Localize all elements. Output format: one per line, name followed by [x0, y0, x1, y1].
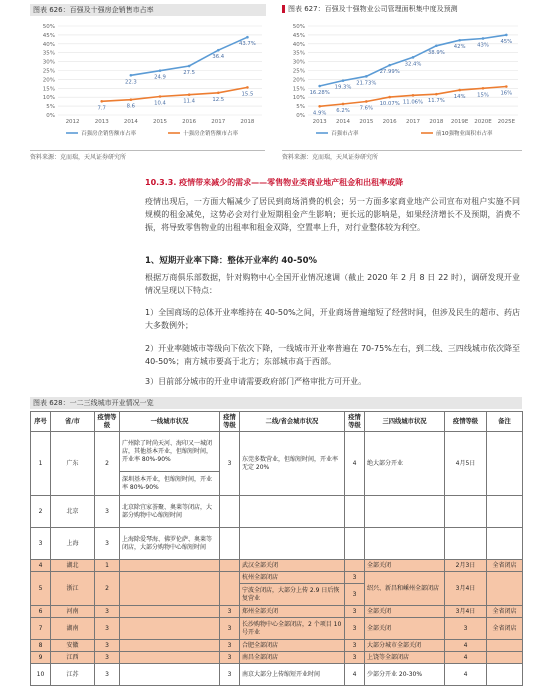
- data-point: [482, 87, 485, 90]
- data-label: 22.3: [124, 79, 137, 86]
- data-label: 24.9: [154, 74, 166, 81]
- cell: 安徽: [51, 640, 95, 652]
- cell: [487, 432, 523, 496]
- table-row: [31, 560, 523, 572]
- figure-627-separator: [282, 150, 522, 151]
- paragraph-1: 疫情出现后，一方面大幅减少了居民到商场消费的机会；另一方面多家商业地产公司宣布对租户实施不同规模的租金减免，这势必会对行业短期租金产生影响；更长远的影响是，如果经济增长不及预期，消费不振，将导致零售物业的出租率和租金双降，空置率上升，对行业整体较为利空。: [145, 197, 520, 232]
- data-label: 19.3%: [334, 84, 352, 91]
- data-point: [246, 36, 249, 39]
- y-tick-label: 40%: [292, 41, 305, 48]
- cell: 全部关闭: [365, 618, 445, 640]
- x-tick-label: 2025E: [497, 119, 516, 125]
- cell: 合肥全部闭店: [240, 640, 345, 652]
- cell: [120, 652, 220, 664]
- series-line: [102, 87, 248, 101]
- data-point: [388, 96, 391, 99]
- cell: 3月4日: [445, 572, 487, 606]
- cell: 3: [345, 640, 365, 652]
- x-tick-label: 2012: [65, 119, 80, 125]
- cell: 3: [95, 618, 120, 640]
- cell: 3: [345, 618, 365, 640]
- data-label: 11.4: [183, 98, 196, 105]
- figure-626-title-text: 图表 626：百强及十强房企销售市占率: [33, 6, 154, 14]
- y-tick-label: 5%: [46, 104, 55, 111]
- data-label: 36.4: [212, 54, 225, 61]
- cell: 郑州全部关闭: [240, 606, 345, 618]
- cell: 绍兴、新昌和嵊州全部闭店: [365, 572, 445, 606]
- data-point: [412, 56, 415, 59]
- y-tick-label: 25%: [42, 68, 55, 75]
- x-tick-label: 2018: [240, 119, 255, 125]
- cell: 全省闭店: [487, 606, 523, 618]
- data-point: [365, 100, 368, 103]
- data-point: [482, 37, 485, 40]
- legend-label: 十强房企销售额市占率: [183, 131, 239, 137]
- cell: 9: [31, 652, 51, 664]
- y-tick-label: 0%: [296, 113, 305, 119]
- data-label: 11.7%: [427, 98, 445, 105]
- cell: [120, 572, 220, 606]
- cell: 4: [345, 432, 365, 496]
- cell: 全部关闭: [365, 606, 445, 618]
- cell: 3: [220, 432, 240, 496]
- header-level-2: 疫情等级: [220, 412, 240, 432]
- cell: 2: [31, 496, 51, 528]
- data-label: 8.6: [126, 103, 136, 110]
- figure-626-title: [30, 4, 266, 16]
- cell: 东莞多数营业，但缩短时间，开业率无定 20%: [240, 432, 345, 496]
- cell: 4月5日: [445, 432, 487, 496]
- y-tick-label: 15%: [42, 86, 55, 93]
- data-point: [388, 64, 391, 67]
- data-label: 10.07%: [379, 101, 400, 108]
- cell: 杭州全部闭店: [240, 572, 345, 584]
- figure-627-title-bar: [282, 5, 285, 13]
- cell: [445, 528, 487, 560]
- cell: 3月4日: [445, 606, 487, 618]
- cell: 3: [95, 664, 120, 686]
- y-tick-label: 20%: [42, 77, 55, 84]
- cell: [220, 572, 240, 606]
- cell: 3: [95, 640, 120, 652]
- x-tick-label: 2015: [359, 119, 374, 125]
- city-opening-table: [30, 411, 523, 686]
- cell: 3: [220, 618, 240, 640]
- cell: 4: [445, 652, 487, 664]
- data-point: [130, 98, 133, 101]
- x-tick-label: 2014: [336, 119, 350, 125]
- cell: 3: [445, 618, 487, 640]
- data-label: 7.6%: [359, 105, 374, 112]
- table-628-title: [30, 397, 522, 409]
- header-tier2-status: 二线/省会城市状况: [240, 412, 345, 432]
- y-tick-label: 45%: [42, 32, 55, 39]
- cell: 全省闭店: [487, 618, 523, 640]
- data-label: 14%: [453, 94, 466, 101]
- cell: 河南: [51, 606, 95, 618]
- data-label: 42%: [453, 44, 466, 51]
- point-2: 2）开业率随城市等级向下依次下降，一线城市开业率普遍在 70-75%左右，到二线、三四线城市依次降至 40-50%；南方城市要高于北方；东部城市高于西部。: [145, 344, 520, 366]
- data-point: [188, 65, 191, 68]
- cell: 2月3日: [445, 560, 487, 572]
- data-label: 7.7: [97, 105, 106, 112]
- data-label: 16%: [500, 90, 513, 97]
- y-tick-label: 15%: [292, 86, 305, 93]
- x-tick-label: 2016: [382, 119, 397, 125]
- data-point: [412, 94, 415, 97]
- data-label: 45%: [500, 38, 513, 45]
- table-row: [31, 652, 523, 664]
- cell: 10: [31, 664, 51, 686]
- cell: 宁波全闭店，大部分上传 2.9 日后恢复营业: [240, 584, 345, 606]
- cell: [240, 528, 345, 560]
- cell: 北京: [51, 496, 95, 528]
- header-remarks: 备注: [487, 412, 523, 432]
- cell: 湖北: [51, 560, 95, 572]
- data-point: [188, 93, 191, 96]
- y-tick-label: 10%: [42, 95, 55, 102]
- cell: 3: [95, 528, 120, 560]
- y-tick-label: 50%: [42, 24, 55, 30]
- cell: 3: [95, 496, 120, 528]
- cell: [345, 560, 365, 572]
- data-point: [342, 79, 345, 82]
- cell: 6: [31, 606, 51, 618]
- cell: [220, 496, 240, 528]
- cell: [120, 606, 220, 618]
- table-row: [31, 528, 523, 560]
- data-point: [458, 39, 461, 42]
- y-tick-label: 35%: [42, 50, 55, 57]
- cell: 8: [31, 640, 51, 652]
- section-heading: 10.3.3. 疫情带来减少的需求——零售物业类商业地产租金和出租率或降: [145, 178, 404, 187]
- cell: 3: [345, 584, 365, 606]
- data-point: [435, 93, 438, 96]
- data-point: [130, 74, 133, 77]
- figure-627-title-text: 图表 627：百强及十强物业公司管理面积集中度及预测: [288, 5, 458, 13]
- x-tick-label: 2017: [211, 119, 226, 125]
- cell: 上海除爱琴海、佛罗伦萨、奥莱等闭店，大部分购物中心缩短时间: [120, 528, 220, 560]
- data-label: 21.73%: [356, 80, 377, 87]
- header-tier34-status: 三四线城市状况: [365, 412, 445, 432]
- cell: [120, 664, 220, 686]
- cell: [120, 640, 220, 652]
- cell: 5: [31, 572, 51, 606]
- cell: 南京大部分上传缩短开业时间: [240, 664, 345, 686]
- data-point: [318, 105, 321, 108]
- cell: 湖南: [51, 618, 95, 640]
- x-tick-label: 2013: [312, 119, 327, 125]
- table-header-row: [31, 412, 523, 432]
- data-label: 16.28%: [309, 90, 330, 97]
- data-point: [246, 86, 249, 89]
- cell: 江苏: [51, 664, 95, 686]
- data-label: 43.7%: [239, 41, 256, 48]
- data-label: 15%: [477, 92, 489, 99]
- y-tick-label: 25%: [292, 68, 305, 75]
- data-label: 38.9%: [427, 49, 445, 56]
- y-tick-label: 40%: [42, 41, 55, 48]
- data-point: [435, 44, 438, 47]
- cell: 广东: [51, 432, 95, 496]
- y-tick-label: 35%: [292, 50, 305, 57]
- cell: 上海: [51, 528, 95, 560]
- header-level-1: 疫情等级: [95, 412, 120, 432]
- data-point: [365, 75, 368, 78]
- data-point: [318, 85, 321, 88]
- cell: 3: [31, 528, 51, 560]
- cell: 7: [31, 618, 51, 640]
- y-tick-label: 0%: [46, 113, 55, 119]
- cell: 2: [95, 432, 120, 496]
- cell: 3: [220, 664, 240, 686]
- data-point: [159, 69, 162, 72]
- cell: 绝大部分开业: [365, 432, 445, 496]
- cell: 全省闭店: [487, 560, 523, 572]
- cell: 浙江: [51, 572, 95, 606]
- cell: [220, 528, 240, 560]
- cell: 4: [445, 640, 487, 652]
- point-1: 1）全国商场的总体开业率维持在 40-50%之间，开业商场普遍缩短了经营时间，但涉及民生的超市、药店大多数例外；: [145, 308, 520, 330]
- cell: 少部分开业 20-30%: [365, 664, 445, 686]
- cell: 3: [345, 652, 365, 664]
- y-tick-label: 10%: [292, 95, 305, 102]
- figure-627-source: 资料来源：克而瑞，天风证券研究所: [282, 154, 379, 161]
- data-label: 15.5: [241, 91, 254, 98]
- data-label: 27.99%: [379, 69, 400, 76]
- data-point: [342, 103, 345, 106]
- y-tick-label: 20%: [292, 77, 305, 84]
- legend-label: 前10强物业面积市占率: [436, 131, 493, 137]
- table-row: [31, 432, 523, 472]
- cell: [487, 664, 523, 686]
- cell: [487, 528, 523, 560]
- cell: 北京除宜家荟聚、奥莱等闭店，大部分购物中心缩短时间: [120, 496, 220, 528]
- data-label: 4.9%: [312, 110, 327, 117]
- x-tick-label: 2016: [182, 119, 197, 125]
- data-label: 10.4: [154, 100, 166, 107]
- cell: 3: [95, 606, 120, 618]
- y-tick-label: 50%: [292, 24, 305, 30]
- header-level-4: 疫情等级: [445, 412, 487, 432]
- cell: [487, 640, 523, 652]
- x-tick-label: 2014: [123, 119, 138, 125]
- y-tick-label: 30%: [292, 59, 305, 66]
- data-point: [505, 85, 508, 88]
- table-row: [31, 572, 523, 584]
- table-row: [31, 496, 523, 528]
- data-label: 12.5: [212, 96, 225, 103]
- cell: [445, 496, 487, 528]
- cell: 上饶等全部闭店: [365, 652, 445, 664]
- header-province: 省/市: [51, 412, 95, 432]
- cell: 1: [95, 560, 120, 572]
- data-point: [159, 95, 162, 98]
- table-row: [31, 618, 523, 640]
- cell: 大部分城市全部关闭: [365, 640, 445, 652]
- data-point: [217, 91, 220, 94]
- cell: 3: [220, 606, 240, 618]
- x-tick-label: 2015: [153, 119, 167, 125]
- data-point: [217, 49, 220, 52]
- cell: 3: [345, 606, 365, 618]
- figure-626-separator: [30, 150, 265, 151]
- data-point: [458, 89, 461, 92]
- cell: 3: [95, 652, 120, 664]
- y-tick-label: 30%: [42, 59, 55, 66]
- cell: 南昌全部闭店: [240, 652, 345, 664]
- table-row: [31, 606, 523, 618]
- cell: 武汉全部关闭: [240, 560, 345, 572]
- cell: 4: [345, 664, 365, 686]
- paragraph-2: 根据万商俱乐部数据，针对购物中心全国开业情况速调（截止 2020 年 2 月 8 日 22 时），调研发现开业情况呈现以下特点：: [145, 273, 520, 295]
- cell: 深圳基本开业，但缩短时间，开业率 80%-90%: [120, 472, 220, 496]
- data-label: 27.5: [183, 70, 196, 77]
- cell: [345, 528, 365, 560]
- cell: [240, 496, 345, 528]
- legend-label: 百强房企销售额市占率: [81, 131, 137, 137]
- cell: 4: [445, 664, 487, 686]
- cell: 3: [220, 652, 240, 664]
- cell: 江西: [51, 652, 95, 664]
- cell: [487, 572, 523, 606]
- cell: [487, 496, 523, 528]
- subheading-opening-rate: 1、短期开业率下降：整体开业率约 40-50%: [145, 256, 318, 266]
- cell: 3: [220, 640, 240, 652]
- data-point: [100, 100, 103, 103]
- x-tick-label: 2013: [94, 119, 109, 125]
- x-tick-label: 2018: [429, 119, 444, 125]
- cell: [365, 496, 445, 528]
- header-tier1-status: 一线城市状况: [120, 412, 220, 432]
- data-label: 6.2%: [336, 107, 350, 114]
- data-label: 11.06%: [402, 99, 424, 106]
- y-tick-label: 45%: [292, 32, 305, 39]
- header-level-3: 疫情等级: [345, 412, 365, 432]
- cell: [120, 560, 220, 572]
- table-row: [31, 640, 523, 652]
- data-label: 43%: [477, 42, 489, 49]
- cell: 3: [345, 572, 365, 584]
- legend-label: 百强市占率: [331, 131, 359, 137]
- table-628-title-text: 图表 628：一二三线城市开业情况一览: [33, 399, 154, 407]
- x-tick-label: 2019E: [450, 119, 469, 125]
- cell: [220, 560, 240, 572]
- chart-627: [282, 18, 522, 148]
- cell: 广州除了时尚天河、海印又一城闭店，其他基本开业，但缩短时间，开业率 80%-90%: [120, 432, 220, 472]
- cell: 2: [95, 572, 120, 606]
- data-point: [505, 34, 508, 37]
- cell: 4: [31, 560, 51, 572]
- point-3: 3）目前部分城市的开业申请需要政府部门严格审批方可开业。: [145, 377, 367, 386]
- x-tick-label: 2017: [406, 119, 420, 125]
- cell: 1: [31, 432, 51, 496]
- cell: [365, 528, 445, 560]
- data-label: 32.4%: [404, 61, 422, 68]
- y-tick-label: 5%: [296, 104, 305, 111]
- header-index: 序号: [31, 412, 51, 432]
- cell: [487, 652, 523, 664]
- cell: [345, 496, 365, 528]
- figure-627-title: [282, 4, 522, 14]
- figure-626-source: 资料来源：克而瑞，天风证券研究所: [30, 154, 127, 161]
- cell: [120, 618, 220, 640]
- x-tick-label: 2020E: [474, 119, 492, 125]
- cell: 全部关闭: [365, 560, 445, 572]
- table-row: [31, 664, 523, 686]
- cell: 长沙购物中心全部闭店，2 个项目 10 号开业: [240, 618, 345, 640]
- chart-626: [30, 18, 265, 148]
